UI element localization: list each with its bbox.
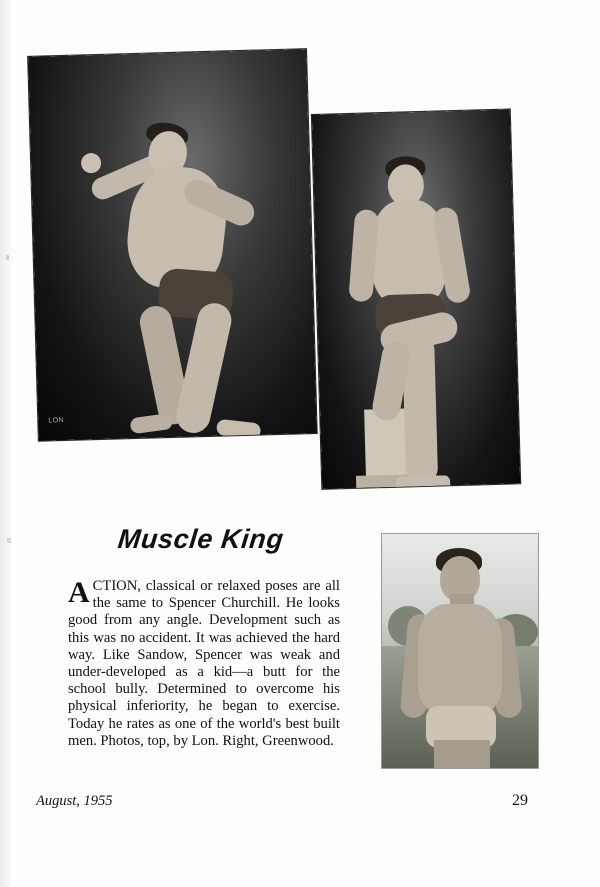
footer-date: August, 1955 [36,793,113,809]
photo-right-standing-pose [312,109,520,488]
scan-speck [6,255,9,260]
article-body [68,578,340,750]
right-photo [382,534,538,768]
photographer-mark: LON [48,417,65,425]
figure-legs [434,740,490,768]
top-photo-pair [28,31,527,496]
scan-speck [7,538,11,543]
figure-torso [418,604,502,714]
page-title: Muscle King [116,524,286,554]
page-edge-shading [0,0,14,887]
drop-cap: A [68,576,90,609]
figure-front-foot [216,419,262,440]
article-paragraph [68,578,340,750]
figure-hand [81,153,102,174]
figure-rear-foot [130,413,174,434]
photo-left-action-pose [28,49,317,441]
page-number: 29 [512,792,528,809]
figure-front-leg [173,300,235,436]
figure-foot [396,475,450,489]
figure-left-arm [348,209,379,303]
article-text: CTION, classical or relaxed poses are all the same to Spencer Churchill. He looks good from any angle. Development such as this was no accident. It was achieved the hard way. Like Sandow, Spencer was weak and under-developed as a kid—a butt for the school bully. Determined to overcome his physical inferiority, he began to exercise. Today he rates as one of the world's best built men. Photos, top, by Lon. Right, Greenwood. [68,578,340,749]
